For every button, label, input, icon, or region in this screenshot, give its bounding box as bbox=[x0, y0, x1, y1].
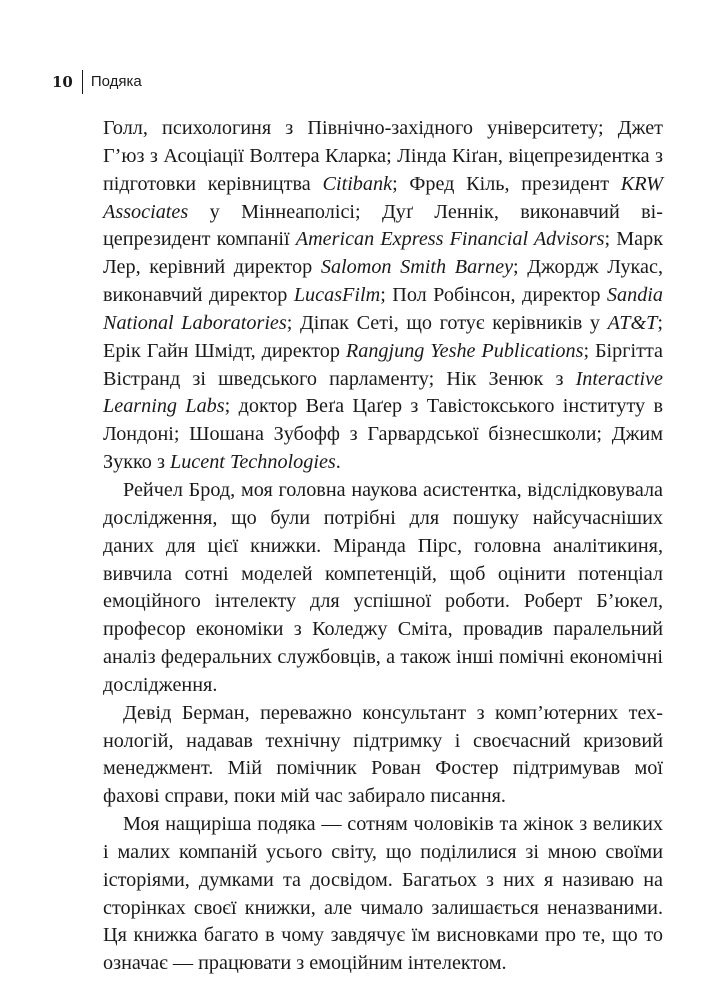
paragraph bbox=[103, 477, 663, 700]
italic-text: American Express Financial Advisors bbox=[295, 228, 605, 251]
text-run: Девід Берман, переважно консультант з комп’ютерних технологій, надавав технічну підтримку і своєчасний кризовий менеджмент. Мій помічник Рован Фостер підтримував мої фахові справи, поки мій час забирало писання. bbox=[103, 701, 663, 808]
body-text bbox=[103, 115, 663, 978]
page-number: 10 bbox=[52, 73, 73, 91]
running-head bbox=[52, 70, 142, 94]
text-run: ; доктор Веґа Цаґер з Тавістокського інституту в Лондоні; Шошана Зубофф з Гарвардської бізнесшколи; Джим Зукко з bbox=[103, 395, 663, 474]
italic-text: Citibank bbox=[322, 172, 393, 195]
paragraph bbox=[103, 811, 663, 978]
section-title: Подяка bbox=[90, 73, 142, 90]
italic-text: Salomon Smith Barney bbox=[320, 256, 514, 279]
text-run: Рейчел Брод, моя головна наукова асистентка, відслідковувала дослідження, що були потрібні для пошуку найсучасніших даних для цієї книжки. Міранда Пірс, головна аналітикиня, вивчила сотні моделей компетенцій, щоб оцінити потенціал емоційного інтелекту для успішної роботи. Роберт Б’юкел, професор економіки з Коледжу Сміта, провадив паралельний аналіз федеральних службовців, а також інші помічні економічні дослідження. bbox=[103, 478, 663, 696]
paragraph bbox=[103, 700, 663, 811]
text-run: Голл, психологиня з Північно-західного університету; Джет Г’юз з Асоціації Волтера Кларка; Лінда Кіґан, віцепрезидентка з підготовки керівництва bbox=[103, 117, 663, 195]
text-run: ; Біргітта Вістранд зі шведського парламенту; Нік Зенюк з bbox=[103, 339, 663, 390]
italic-text: KRW Associates bbox=[103, 172, 663, 223]
text-run: . bbox=[335, 451, 341, 474]
italic-text: Lucent Technologies bbox=[169, 451, 336, 474]
italic-text: Interactive Learning Labs bbox=[103, 367, 663, 418]
italic-text: LucasFilm bbox=[293, 284, 381, 307]
italic-text: Sandia National Laboratories bbox=[103, 284, 663, 334]
italic-text: Rangjung Yeshe Publications bbox=[345, 339, 584, 362]
text-run: ; Марк Лер, керівний директор bbox=[103, 228, 664, 279]
text-run: ; Ерік Гайн Шмідт, директор bbox=[103, 311, 663, 362]
text-run: Моя нащиріша подяка — сотням чоловіків та жінок з великих і малих компаній усього світу, що поділилися зі мною своїми історіями, думками та досвідом. Багатьох з них я називаю на сторінках своєї книжки, але чимало залишається неназваними. Ця книжка багато в чому завдячує їм висновками про те, що то означає — працювати з емоційним інтелектом. bbox=[103, 813, 663, 975]
text-run: ; Джордж Лукас, виконавчий директор bbox=[103, 256, 664, 307]
italic-text: AT&T bbox=[607, 311, 658, 334]
text-run: ; Фред Кіль, президент bbox=[392, 172, 621, 195]
text-run: ; Пол Робінсон, директор bbox=[380, 284, 607, 307]
text-run: у Міннеаполісі; Дуґ Леннік, виконавчий віцепрезидент компанії bbox=[103, 200, 663, 251]
paragraph bbox=[103, 115, 663, 477]
text-run: ; Діпак Сеті, що готує керівників у bbox=[286, 311, 608, 334]
